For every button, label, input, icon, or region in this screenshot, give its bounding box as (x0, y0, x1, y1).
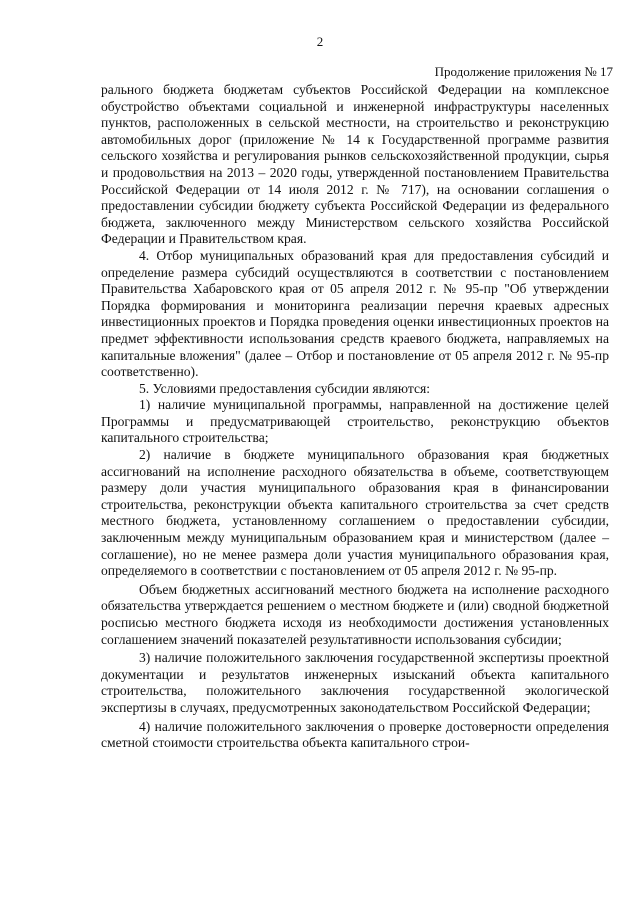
page-number: 2 (316, 34, 324, 49)
document-body (101, 82, 609, 752)
paragraph-item-4: 4. Отбор муниципальных образований края для предоставления субсидий и определение размера субсидий осуществляются в соответствии с постановлением Правительства Хабаровского края от 05 апреля 2012 г. № 95-пр "Об утверждении Порядка формирования и мониторинга реализации перечня краевых адресных инвестиционных проектов и Порядка проведения оценки инвестиционных проектов на предмет эффективности использования средств краевого бюджета, направляемых на капитальные вложения" (далее – Отбор и постановление от 05 апреля 2012 г. № 95-пр соответственно). (101, 247, 609, 380)
paragraph-item-5: 5. Условиями предоставления субсидии являются: (139, 380, 431, 396)
paragraph-budget-volume: Объем бюджетных ассигнований местного бюджета на исполнение расходного обязательства утверждается решением о местном бюджете и (или) сводной бюджетной росписью местного бюджета исходя из необходимости достижения установленных соглашением значений показателей результативности использования субсидии; (101, 581, 609, 647)
paragraph-condition-1: 1) наличие муниципальной программы, направленной на достижение целей Программы и предусматривающей строительство, реконструкцию объектов капитального строительства; (101, 397, 609, 446)
paragraph-condition-3: 3) наличие положительного заключения государственной экспертизы проектной документации и результатов инженерных изысканий объекта капитального строительства, положительного заключения государственной экологической экспертизы в случаях, предусмотренных законодательством Российской Федерации; (101, 650, 609, 715)
paragraph-condition-2: 2) наличие в бюджете муниципального образования края бюджетных ассигнований на исполнение расходного обязательства в объеме, соответствующем размеру доли участия муниципального образования края в финансировании строительства, реконструкции объекта капитального строительства за счет средств местного бюджета, установленному соглашением о предоставлении субсидии, заключенным между муниципальным образованием края и министерством (далее – соглашение), но не менее размера доли участия муниципального образования края, определяемого в соответствии с постановлением от 05 апреля 2012 г. № 95-пр. (101, 447, 609, 579)
paragraph-condition-4: 4) наличие положительного заключения о проверке достоверности определения сметной стоимости строительства объекта капитального строи- (101, 718, 609, 751)
paragraph-continuation: рального бюджета бюджетам субъектов Российской Федерации на комплексное обустройство объектами социальной и инженерной инфраструктуры населенных пунктов, расположенных в сельской местности, на строительство и реконструкцию автомобильных дорог (приложение № 14 к Государственной программе развития сельского хозяйства и регулирования рынков сельскохозяйственной продукции, сырья и продовольствия на 2013 – 2020 годы, утвержденной постановлением Правительства Российской Федерации от 14 июля 2012 г. № 717), на основании соглашения о предоставлении субсидии бюджету субъекта Российской Федерации из федерального бюджета, заключенного между Министерством сельского хозяйства Российской Федерации и Правительством края. (101, 82, 609, 247)
appendix-label: Продолжение приложения № 17 (434, 64, 613, 79)
